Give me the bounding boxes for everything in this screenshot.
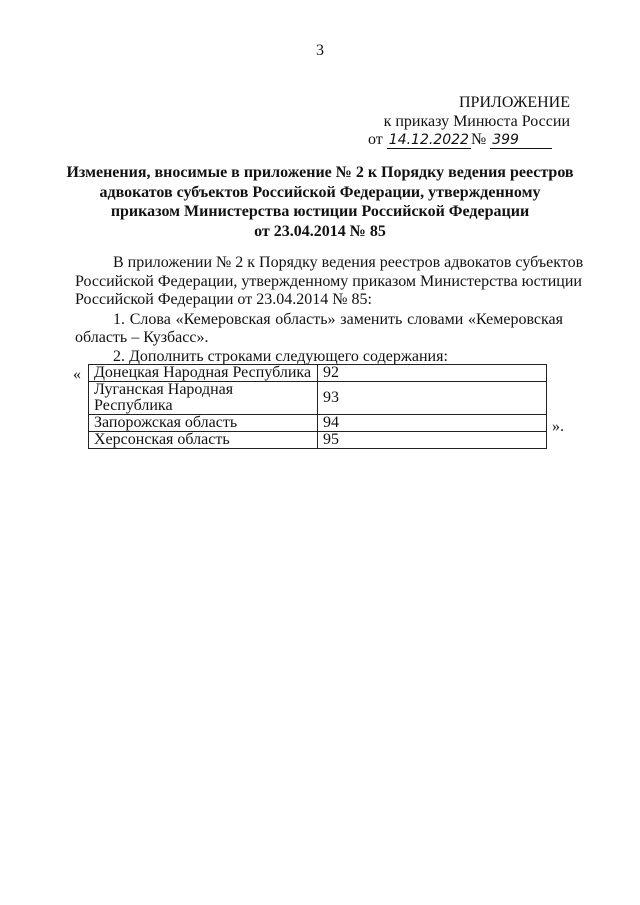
- code-cell: 92: [318, 365, 547, 382]
- from-label: от: [368, 131, 383, 148]
- intro-line: В приложении № 2 к Порядку ведения реестров адвокатов субъектов: [113, 254, 584, 271]
- order-number: 399: [490, 132, 552, 149]
- title-line: Изменения, вносимые в приложение № 2 к Порядку ведения реестров: [66, 164, 574, 181]
- table-row: [89, 432, 547, 449]
- order-date: 14.12.2022: [388, 132, 469, 148]
- title-line: адвокатов субъектов Российской Федерации, утвержденному: [99, 183, 541, 201]
- appendix-date-line: [368, 131, 552, 149]
- code-cell: 94: [318, 415, 547, 432]
- title-line: от 23.04.2014 № 85: [254, 222, 386, 240]
- close-quote: ».: [552, 418, 564, 435]
- table-row: [89, 382, 547, 415]
- code-cell: 95: [318, 432, 547, 449]
- code-cell: 93: [318, 382, 547, 415]
- item-2-line: 2. Дополнить строками следующего содержания:: [113, 348, 448, 365]
- title-line: приказом Министерства юстиции Российской Федерации: [110, 203, 530, 220]
- region-cell: Запорожская область: [89, 415, 318, 432]
- region-cell: Херсонская область: [89, 432, 318, 449]
- intro-line: Российской Федерации от 23.04.2014 № 85:: [75, 291, 372, 308]
- page-number: 3: [316, 42, 324, 59]
- regions-table: [88, 364, 547, 449]
- table-row: [89, 365, 547, 382]
- document-title: [60, 163, 580, 241]
- region-cell: Донецкая Народная Республика: [89, 365, 318, 382]
- item-1-line: 1. Слова «Кемеровская область» заменить словами «Кемеровская: [113, 311, 563, 328]
- open-quote: «: [73, 366, 81, 383]
- intro-line: Российской Федерации, утвержденному приказом Министерства юстиции: [75, 273, 582, 290]
- appendix-order-ref: к приказу Минюста России: [383, 113, 570, 130]
- number-label: №: [470, 131, 487, 148]
- item-1-line: область – Кузбасс».: [75, 329, 209, 346]
- appendix-heading: ПРИЛОЖЕНИЕ: [458, 94, 570, 111]
- region-cell: Луганская Народная Республика: [89, 382, 318, 415]
- table-row: [89, 415, 547, 432]
